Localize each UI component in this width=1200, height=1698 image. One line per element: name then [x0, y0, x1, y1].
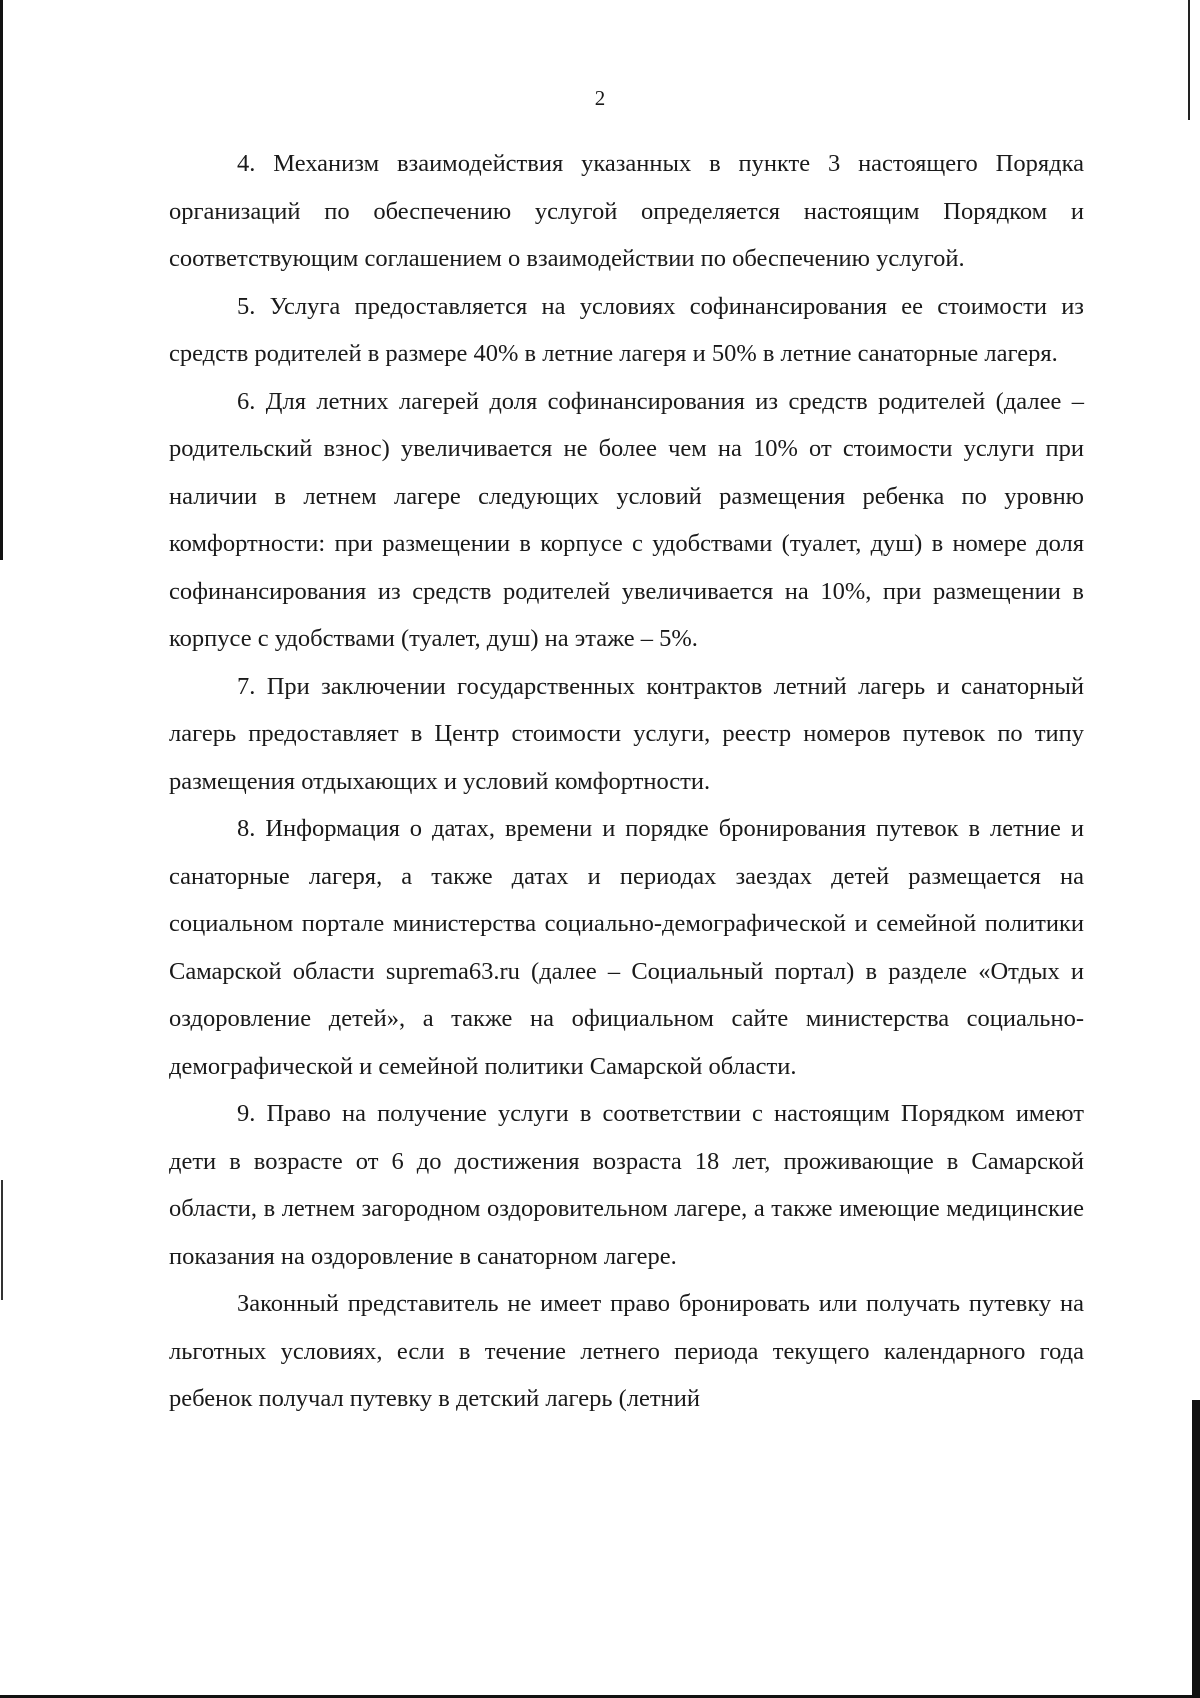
paragraph-6: 6. Для летних лагерей доля софинансирования из средств родителей (далее – родительский взнос) увеличивается не более чем на 10% от стоимости услуги при наличии в летнем лагере следующих условий размещения ребенка по уровню комфортности: при размещении в корпусе с удобствами (туалет, душ) в номере доля софинансирования из средств родителей увеличивается на 10%, при размещении в корпусе с удобствами (туалет, душ) на этаже – 5%.	[169, 387, 1084, 652]
paragraph-9: 9. Право на получение услуги в соответствии с настоящим Порядком имеют дети в возрасте от 6 до достижения возраста 18 лет, проживающие в Самарской области, в летнем загородном оздоровительном лагере, а также имеющие медицинские показания на оздоровление в санаторном лагере.	[169, 1100, 1084, 1270]
scan-edge-left	[0, 0, 3, 560]
paragraph-7: 7. При заключении государственных контрактов летний лагерь и санаторный лагерь предоставляет в Центр стоимости услуги, реестр номеров путевок по типу размещения отдыхающих и условий комфортности.	[169, 672, 1084, 795]
paragraph-4: 4. Механизм взаимодействия указанных в пункте 3 настоящего Порядка организаций по обеспечению услугой определяется настоящим Порядком и соответствующим соглашением о взаимодействии по обеспечению услугой.	[169, 150, 1084, 272]
paragraph-legal-representative: Законный представитель не имеет право бронировать или получать путевку на льготных условиях, если в течение летнего периода текущего календарного года ребенок получал путевку в детский лагерь (летний	[169, 1290, 1084, 1412]
scan-edge-left-mark	[1, 1180, 3, 1300]
paragraph-5: 5. Услуга предоставляется на условиях софинансирования ее стоимости из средств родителей в размере 40% в летние лагеря и 50% в летние санаторные лагеря.	[169, 292, 1084, 367]
document-body	[169, 140, 1084, 1423]
paragraph-8: 8. Информация о датах, времени и порядке бронирования путевок в летние и санаторные лагеря, а также датах и периодах заездах детей размещается на социальном портале министерства социально-демографической и семейной политики Самарской области suprema63.ru (далее – Социальный портал) в разделе «Отдых и оздоровление детей», а также на официальном сайте министерства социально-демографической и семейной политики Самарской области.	[169, 815, 1084, 1080]
page-number: 2	[594, 86, 606, 110]
scan-edge-right	[1192, 1400, 1200, 1698]
